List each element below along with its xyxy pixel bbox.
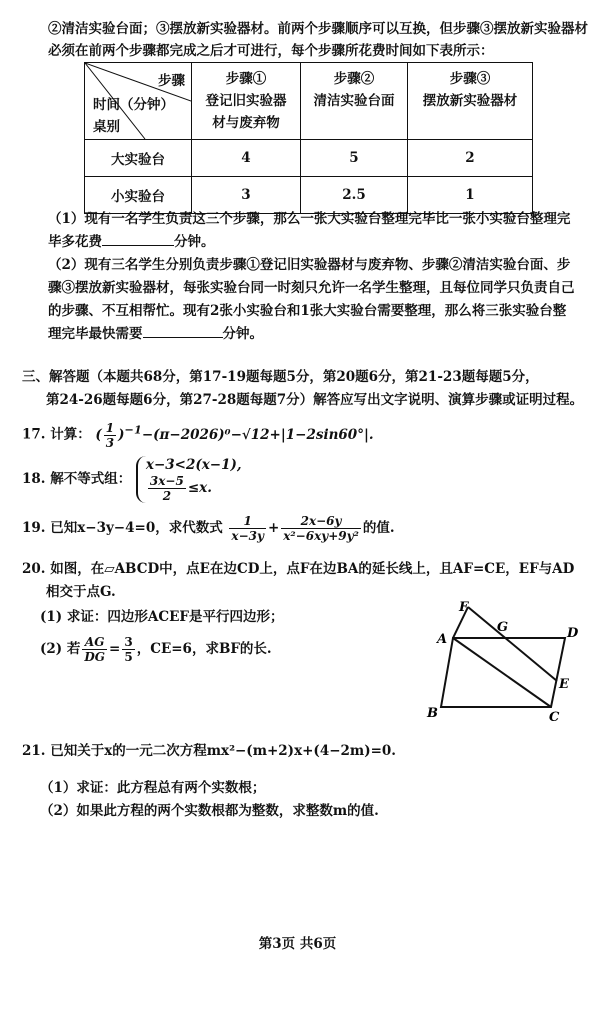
parallelogram-figure (425, 595, 595, 725)
q20-line2: 相交于点G. (46, 584, 116, 600)
q19-fraction-2 (281, 514, 361, 543)
q16-p2-unit: 分钟。 (222, 326, 263, 342)
page-footer: 第3页 共6页 (258, 936, 337, 952)
table-cell: 4 (192, 140, 301, 177)
inequality-system (136, 456, 242, 503)
q18 (22, 456, 242, 503)
q16-p2-lead: 理完毕最快需要 (48, 326, 143, 342)
segment-ac (453, 638, 551, 707)
step3-name: 步骤③ (449, 71, 491, 87)
table-cell: 2.5 (301, 177, 408, 214)
step2-desc2 (301, 112, 407, 134)
q17-expression: ( $\frac{1}{3}$ )$^{-1}$−(π−2026)⁰−√12+|1−2sin60°|. (95, 420, 374, 450)
section-line2: 第24-26题每题6分，第27-28题每题7分）解答应写出文字说明、演算步骤或证明过程。 (46, 392, 584, 408)
table-cell: 5 (301, 140, 408, 177)
step3-desc2 (408, 112, 532, 134)
table-corner-cell (85, 63, 192, 140)
q19-number: 19. (22, 520, 46, 536)
q20-number: 20. (22, 561, 46, 577)
steps-time-table (84, 62, 533, 214)
step2-desc1: 清洁实验台面 (313, 93, 395, 109)
table-cell: 2 (408, 140, 533, 177)
q21-text: 已知关于x的一元二次方程mx²−(m+2)x+(4−2m)=0. (50, 743, 396, 759)
q17-label: 计算： (50, 426, 91, 443)
ag-label: AG (82, 635, 107, 650)
equals-sign: = (109, 641, 121, 657)
step1-desc2: 材与废弃物 (212, 115, 280, 131)
q21-line1 (22, 740, 396, 763)
q20-part1: (1) 求证：四边形ACEF是平行四边形； (40, 609, 284, 625)
dg-label: DG (84, 650, 106, 664)
row-label: 大实验台 (85, 140, 192, 177)
q21-part1: （1）求证：此方程总有两个实数根； (40, 780, 266, 796)
q19-tail: 的值. (362, 520, 395, 536)
ineq2-denominator: 2 (162, 489, 172, 503)
f2-denominator: x²−6xy+9y² (283, 529, 359, 543)
section-heading (22, 366, 583, 412)
q16-p2-line4 (48, 323, 575, 346)
segment-fe (468, 607, 557, 681)
label-g: G (497, 620, 509, 635)
q17 (22, 418, 374, 450)
q16-p1-lead: 毕多花费 (48, 234, 102, 250)
step1-header (192, 63, 301, 140)
step1-desc1: 登记旧实验器 (205, 93, 287, 109)
step3-header (408, 63, 533, 140)
ineq2-numerator: 3x−5 (149, 474, 184, 488)
q21-number: 21. (22, 743, 46, 759)
q16-p1-line1: （1）现有一名学生负责这三个步骤，那么一张大实验台整理完毕比一张小实验台整理完 (48, 211, 571, 227)
q17-expr-text: −(π−2026)⁰−√12+|1−2sin60°|. (141, 426, 374, 443)
q20-p2-lead: (2) 若 (40, 641, 81, 657)
label-e: E (559, 677, 569, 692)
q20-text: 如图，在▱ABCD中，点E在边CD上，点F在边BA的延长线上，且AF=CE，EF与AD (50, 561, 575, 577)
section-line1: 三、解答题（本题共68分，第17-19题每题5分，第20题6分，第21-23题每题5分， (22, 369, 539, 385)
q17-number: 17. (22, 426, 46, 443)
table-cell: 1 (408, 177, 533, 214)
q16-p2-line3: 的步骤、不互相帮忙。现有2张小实验台和1张大实验台需要整理，那么将三张实验台整 (48, 303, 567, 319)
q16-p1-line2 (48, 231, 570, 254)
label-f: F (459, 600, 469, 615)
intro-paragraph: ②清洁实验台面；③摆放新实验器材。前两个步骤顺序可以互换，但步骤③摆放新实验器材必须在前两个步骤都完成之后才可进行，每个步骤所花费时间如下表所示： (48, 21, 588, 59)
label-c: C (549, 710, 560, 725)
q19-fraction-1 (229, 514, 266, 543)
ratio-3-5 (122, 635, 134, 664)
q21 (22, 740, 396, 823)
q19-lead: 已知x−3y−4=0，求代数式 (50, 520, 223, 536)
step1-name: 步骤① (225, 71, 267, 87)
q21-part2: （2）如果此方程的两个实数根都为整数，求整数m的值. (40, 803, 379, 819)
q20-line1 (22, 558, 574, 581)
table-cell: 3 (192, 177, 301, 214)
q16-p2-line1: （2）现有三名学生分别负责步骤①登记旧实验器材与废弃物、步骤②清洁实验台面、步 (48, 257, 571, 273)
q16-p1-unit: 分钟。 (174, 234, 215, 250)
inequality-2 (146, 474, 242, 503)
q16-part2 (48, 254, 575, 346)
label-d: D (567, 626, 579, 641)
q20-p2-tail: ，CE=6，求BF的长. (136, 641, 272, 657)
q18-number: 18. (22, 471, 46, 487)
label-a: A (437, 632, 448, 647)
corner-time-label: 时间（分钟） (93, 97, 174, 113)
f1-numerator: 1 (229, 514, 266, 529)
f2-numerator: 2x−6y (281, 514, 361, 529)
q16-p2-line2: 骤③摆放新实验器材，每张实验台同一时刻只允许一名学生整理，且每位同学只负责自己 (48, 280, 575, 296)
three: 3 (124, 635, 133, 649)
ratio-ag-dg (82, 635, 107, 664)
table-row (85, 140, 533, 177)
step2-header (301, 63, 408, 140)
five: 5 (124, 650, 133, 664)
ineq2-tail: ≤x. (187, 480, 212, 496)
label-b: B (427, 706, 438, 721)
step3-desc1: 摆放新实验器材 (422, 93, 518, 109)
corner-table-label: 桌别 (93, 119, 120, 135)
f1-denominator: x−3y (231, 529, 264, 543)
answer-blank[interactable] (143, 323, 223, 338)
q16-part1 (48, 208, 570, 254)
q19: 19. 已知x−3y−4=0，求代数式 $\frac{1}{x-3y}$ + $\frac{2x-6y}{\text{x²−6xy+9y²}}$ 的值. (22, 514, 395, 543)
step2-name: 步骤② (333, 71, 375, 87)
inequality-1: x−3<2(x−1), (145, 457, 242, 473)
q18-label: 解不等式组： (50, 471, 132, 487)
corner-step-label: 步骤 (158, 73, 185, 89)
answer-blank[interactable] (102, 231, 174, 246)
row-label: 小实验台 (85, 177, 192, 214)
